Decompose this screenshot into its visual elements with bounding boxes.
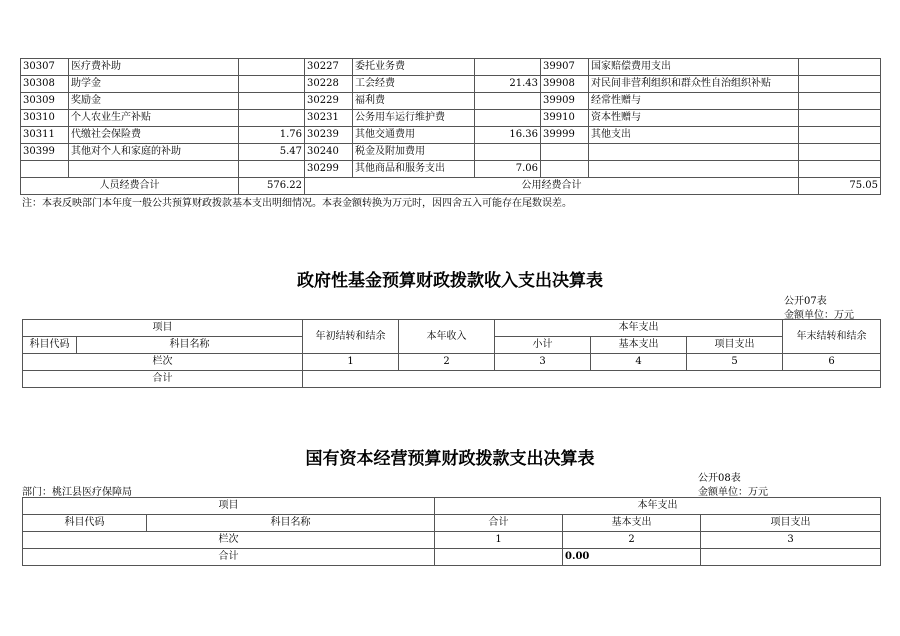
state-capital-unit: 金额单位：万元 bbox=[698, 487, 768, 498]
state-capital-table-title: 国有资本经营预算财政拨款支出决算表 bbox=[305, 449, 595, 469]
amount: 7.06 bbox=[475, 161, 541, 178]
subject-code: 30240 bbox=[305, 144, 353, 161]
amount bbox=[239, 76, 305, 93]
subject-code: 30231 bbox=[305, 110, 353, 127]
subject-name: 工会经费 bbox=[353, 76, 475, 93]
subject-code: 39908 bbox=[541, 76, 589, 93]
table-note: 注：本表反映部门本年度一般公共预算财政拨款基本支出明细情况。本表金额转换为万元时，因四舍五入可能存在尾数误差。 bbox=[22, 198, 572, 209]
header-project: 项目支出 bbox=[701, 515, 881, 532]
amount: 5.47 bbox=[239, 144, 305, 161]
header-carry-out: 年末结转和结余 bbox=[783, 320, 881, 354]
subject-code: 39910 bbox=[541, 110, 589, 127]
amount bbox=[799, 127, 881, 144]
amount bbox=[799, 161, 881, 178]
subject-code: 30311 bbox=[21, 127, 69, 144]
subject-name: 委托业务费 bbox=[353, 59, 475, 76]
table-row bbox=[21, 110, 881, 127]
col-number: 5 bbox=[687, 354, 783, 371]
gov-fund-table-code: 公开07表 bbox=[784, 296, 827, 307]
lanci-label: 栏次 bbox=[23, 354, 303, 371]
header-expense: 本年支出 bbox=[495, 320, 783, 337]
col-number: 1 bbox=[303, 354, 399, 371]
personnel-total-label: 人员经费合计 bbox=[21, 178, 239, 195]
total-label: 合计 bbox=[23, 549, 435, 566]
header-total: 合计 bbox=[435, 515, 563, 532]
header-project: 项目支出 bbox=[687, 337, 783, 354]
public-total-label: 公用经费合计 bbox=[305, 178, 799, 195]
amount bbox=[239, 110, 305, 127]
total-row bbox=[23, 371, 881, 388]
subject-name bbox=[69, 161, 239, 178]
amount: 16.36 bbox=[475, 127, 541, 144]
lanci-row bbox=[23, 354, 881, 371]
subject-name: 其他商品和服务支出 bbox=[353, 161, 475, 178]
subject-code: 30308 bbox=[21, 76, 69, 93]
subject-name: 医疗费补助 bbox=[69, 59, 239, 76]
lanci-label: 栏次 bbox=[23, 532, 435, 549]
total-row bbox=[23, 549, 881, 566]
header-basic: 基本支出 bbox=[591, 337, 687, 354]
state-capital-table bbox=[22, 497, 881, 566]
col-number: 2 bbox=[563, 532, 701, 549]
amount: 21.43 bbox=[475, 76, 541, 93]
header-basic: 基本支出 bbox=[563, 515, 701, 532]
header-carry-in: 年初结转和结余 bbox=[303, 320, 399, 354]
amount bbox=[475, 110, 541, 127]
subject-name: 资本性赠与 bbox=[589, 110, 799, 127]
subject-code: 30228 bbox=[305, 76, 353, 93]
table-row bbox=[21, 93, 881, 110]
amount bbox=[475, 59, 541, 76]
header-subject-name: 科目名称 bbox=[77, 337, 303, 354]
col-number: 1 bbox=[435, 532, 563, 549]
gov-fund-table-title: 政府性基金预算财政拨款收入支出决算表 bbox=[297, 271, 603, 291]
subject-name: 个人农业生产补贴 bbox=[69, 110, 239, 127]
amount bbox=[239, 93, 305, 110]
col-number: 3 bbox=[495, 354, 591, 371]
header-subtotal: 小计 bbox=[495, 337, 591, 354]
amount bbox=[475, 144, 541, 161]
subject-code: 30227 bbox=[305, 59, 353, 76]
subject-name bbox=[589, 161, 799, 178]
table-row bbox=[21, 127, 881, 144]
total-label: 合计 bbox=[23, 371, 303, 388]
lanci-row bbox=[23, 532, 881, 549]
total-value: 0.00 bbox=[563, 549, 701, 566]
header-subject-name: 科目名称 bbox=[147, 515, 435, 532]
subject-name: 其他支出 bbox=[589, 127, 799, 144]
col-number: 6 bbox=[783, 354, 881, 371]
subject-code: 30399 bbox=[21, 144, 69, 161]
subject-name: 其他对个人和家庭的补助 bbox=[69, 144, 239, 161]
subject-code bbox=[541, 144, 589, 161]
basic-expense-detail-table bbox=[20, 58, 881, 195]
table-row bbox=[21, 144, 881, 161]
subject-code: 30299 bbox=[305, 161, 353, 178]
totals-row bbox=[21, 178, 881, 195]
amount bbox=[799, 93, 881, 110]
col-number: 2 bbox=[399, 354, 495, 371]
subject-code: 30239 bbox=[305, 127, 353, 144]
subject-name: 税金及附加费用 bbox=[353, 144, 475, 161]
subject-name: 公务用车运行维护费 bbox=[353, 110, 475, 127]
subject-code: 39909 bbox=[541, 93, 589, 110]
gov-fund-unit: 金额单位：万元 bbox=[784, 310, 854, 321]
basic-expense-rows bbox=[21, 59, 881, 178]
subject-code: 39907 bbox=[541, 59, 589, 76]
amount bbox=[799, 59, 881, 76]
subject-code bbox=[541, 161, 589, 178]
amount bbox=[799, 110, 881, 127]
table-row bbox=[21, 59, 881, 76]
col-number: 3 bbox=[701, 532, 881, 549]
amount: 1.76 bbox=[239, 127, 305, 144]
subject-code: 30307 bbox=[21, 59, 69, 76]
header-subject-code: 科目代码 bbox=[23, 515, 147, 532]
total-empty bbox=[303, 371, 881, 388]
total-empty bbox=[435, 549, 563, 566]
subject-name: 经常性赠与 bbox=[589, 93, 799, 110]
table-row bbox=[21, 161, 881, 178]
subject-name: 助学金 bbox=[69, 76, 239, 93]
subject-name bbox=[589, 144, 799, 161]
header-income: 本年收入 bbox=[399, 320, 495, 354]
header-item: 项目 bbox=[23, 498, 435, 515]
subject-code: 30310 bbox=[21, 110, 69, 127]
subject-code: 39999 bbox=[541, 127, 589, 144]
subject-code: 30309 bbox=[21, 93, 69, 110]
subject-name: 其他交通费用 bbox=[353, 127, 475, 144]
personnel-total-value: 576.22 bbox=[239, 178, 305, 195]
amount bbox=[799, 144, 881, 161]
subject-name: 代缴社会保险费 bbox=[69, 127, 239, 144]
department-label: 部门：桃江县医疗保障局 bbox=[22, 487, 132, 498]
amount bbox=[239, 161, 305, 178]
subject-code: 30229 bbox=[305, 93, 353, 110]
public-total-value: 75.05 bbox=[799, 178, 881, 195]
subject-name: 对民间非营利组织和群众性自治组织补贴 bbox=[589, 76, 799, 93]
header-subject-code: 科目代码 bbox=[23, 337, 77, 354]
subject-name: 福利费 bbox=[353, 93, 475, 110]
header-item: 项目 bbox=[23, 320, 303, 337]
amount bbox=[475, 93, 541, 110]
total-empty bbox=[701, 549, 881, 566]
subject-code bbox=[21, 161, 69, 178]
amount bbox=[239, 59, 305, 76]
subject-name: 国家赔偿费用支出 bbox=[589, 59, 799, 76]
gov-fund-table bbox=[22, 319, 881, 388]
header-expense: 本年支出 bbox=[435, 498, 881, 515]
col-number: 4 bbox=[591, 354, 687, 371]
subject-name: 奖励金 bbox=[69, 93, 239, 110]
state-capital-table-code: 公开08表 bbox=[698, 473, 741, 484]
amount bbox=[799, 76, 881, 93]
table-row bbox=[21, 76, 881, 93]
